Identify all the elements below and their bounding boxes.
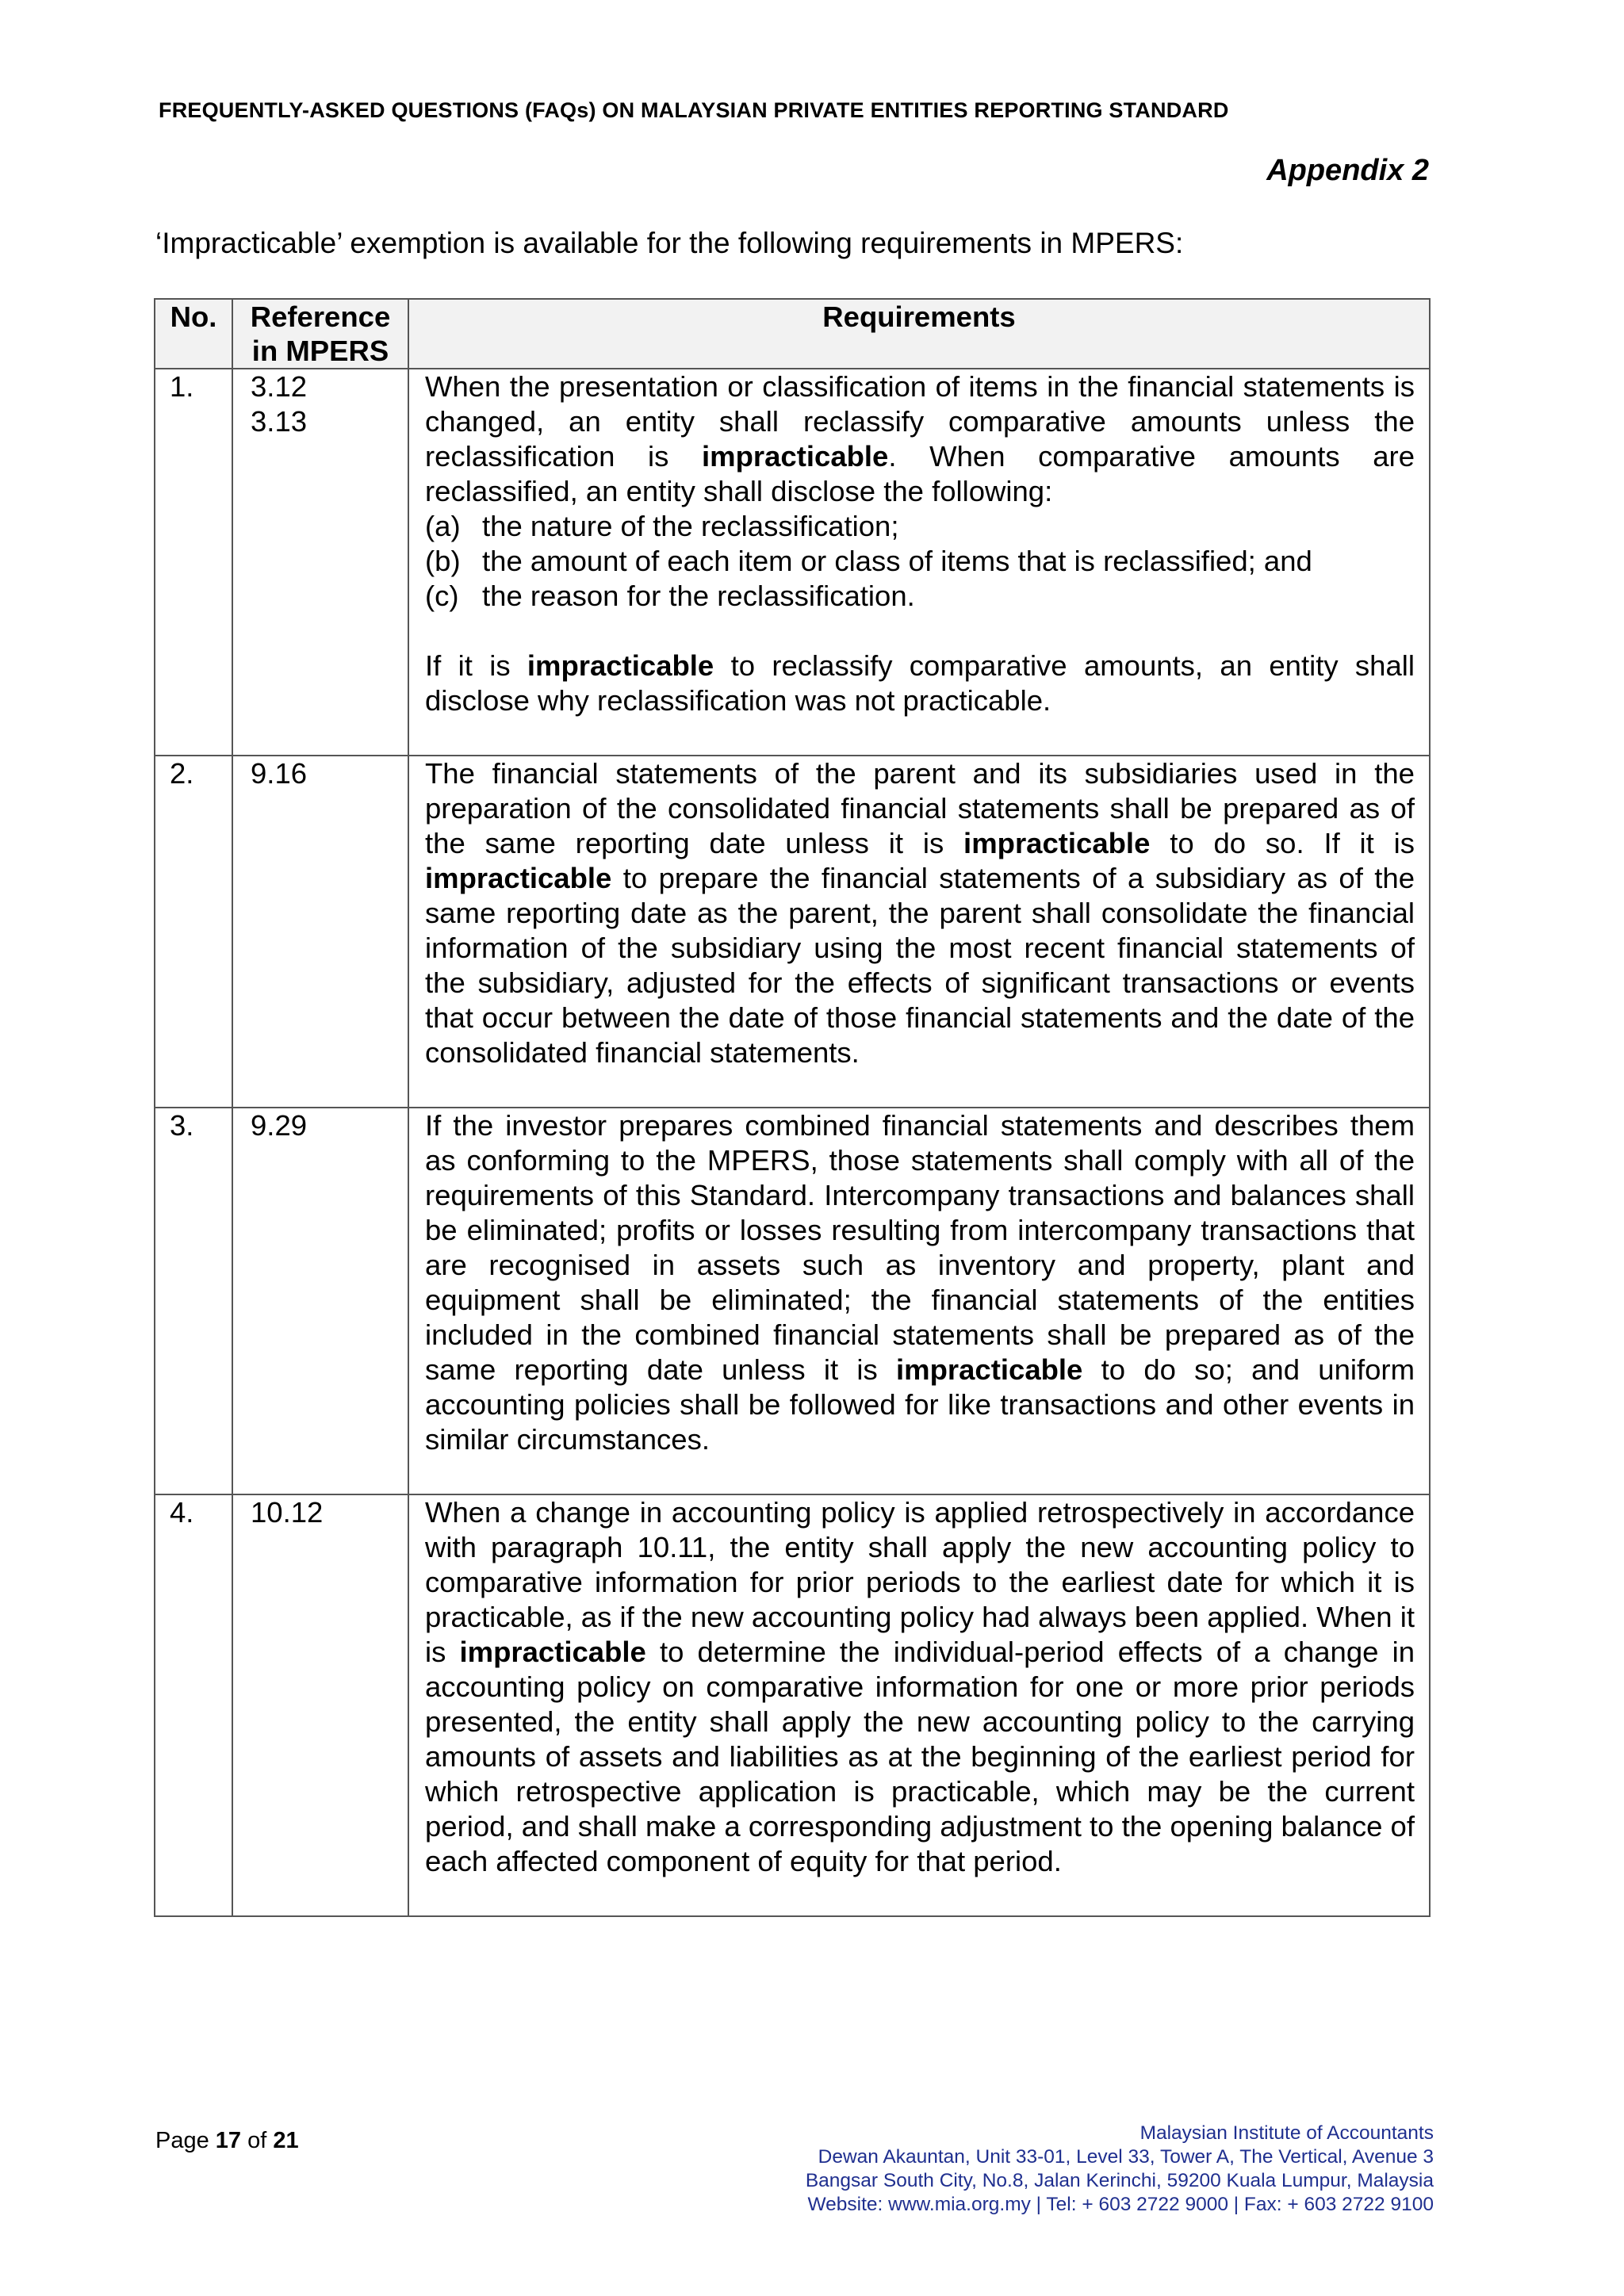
requirement-paragraph	[425, 649, 1415, 718]
emphasis-text: impracticable	[896, 1353, 1083, 1386]
text-segment: . When comparative amounts are reclassified, an entity shall disclose the following:	[425, 440, 1415, 507]
text-segment: to do so; and uniform accounting policies shall be followed for like transactions and other events in similar circumstances.	[425, 1353, 1415, 1456]
org-contact: Website: www.mia.org.my | Tel: + 603 2722 9000 | Fax: + 603 2722 9100	[807, 2194, 1434, 2215]
row-reference	[232, 369, 408, 756]
table-row	[155, 1108, 1430, 1494]
text-segment: If the investor prepares combined financial statements and describes them as conforming to the MPERS, those statements shall comply with all of the requirements of this Standard. Intercompany transactions and balances shall be eliminated; profits or losses resulting from intercompany transactions that are recognised in assets such as inventory and property, plant and equipment shall be eliminated; the financial statements of the entities included in the combined financial statements shall be prepared as of the same reporting date unless it is	[425, 1109, 1415, 1386]
row-requirement	[408, 1494, 1430, 1916]
text-segment: The financial statements of the parent and its subsidiaries used in the preparation of the consolidated financial statements shall be prepared as of the same reporting date unless it is	[425, 757, 1415, 859]
requirement-paragraph	[425, 756, 1415, 1070]
list-item	[425, 579, 1415, 614]
row-requirement	[408, 1108, 1430, 1494]
emphasis-text: impracticable	[963, 827, 1151, 859]
emphasis-text: impracticable	[527, 649, 714, 682]
row-number: 3.	[155, 1108, 232, 1494]
reference-value: 10.12	[251, 1496, 324, 1529]
page-prefix: Page	[155, 2128, 216, 2153]
list-item	[425, 509, 1415, 544]
appendix-label: Appendix 2	[1266, 154, 1429, 187]
header-no: No.	[155, 299, 232, 369]
row-number: 1.	[155, 369, 232, 756]
emphasis-text: impracticable	[425, 862, 612, 894]
page-of: of	[241, 2128, 274, 2153]
emphasis-text: impracticable	[459, 1636, 646, 1668]
reference-value: 9.29	[251, 1109, 308, 1142]
header-reference-line2: in MPERS	[251, 335, 389, 367]
requirement-paragraph	[425, 1495, 1415, 1879]
text-segment: to prepare the financial statements of a subsidiary as of the same reporting date as the parent, the parent shall consolidate the financial information of the subsidiary using the most recent financial statements of the subsidiary, adjusted for the effects of significant transactions or events that occur between the date of those financial statements and the date of the consolidated financial statements.	[425, 862, 1415, 1069]
page-number	[155, 2128, 299, 2154]
table-row	[155, 369, 1430, 756]
text-segment: If it is	[425, 649, 527, 682]
table-row	[155, 756, 1430, 1108]
organization-footer	[806, 2122, 1434, 2217]
row-requirement	[408, 756, 1430, 1108]
row-number: 4.	[155, 1494, 232, 1916]
reference-value: 3.13	[251, 405, 308, 438]
row-requirement	[408, 369, 1430, 756]
text-segment: to do so. If it is	[1150, 827, 1415, 859]
list-item	[425, 544, 1415, 579]
table-row	[155, 1494, 1430, 1916]
requirement-paragraph	[425, 1108, 1415, 1457]
text-segment: When the presentation or classification of items in the financial statements is changed, an entity shall reclassify comparative amounts unless the reclassification is	[425, 370, 1415, 473]
requirement-paragraph	[425, 369, 1415, 509]
row-reference	[232, 1494, 408, 1916]
table-header-row	[155, 299, 1430, 369]
header-reference	[232, 299, 408, 369]
org-name: Malaysian Institute of Accountants	[1139, 2122, 1434, 2144]
row-number: 2.	[155, 756, 232, 1108]
page-current: 17	[215, 2128, 242, 2153]
header-reference-line1: Reference	[250, 300, 391, 333]
intro-text: ‘Impracticable’ exemption is available for the following requirements in MPERS:	[155, 227, 1184, 259]
text-segment: to reclassify comparative amounts, an entity shall disclose why reclassification was not practicable.	[425, 649, 1415, 717]
list-item-text: the reason for the reclassification.	[482, 580, 915, 612]
text-segment: to determine the individual-period effects of a change in accounting policy on comparative information for one or more prior periods presented, the entity shall apply the new accounting policy to the carrying amounts of assets and liabilities as at the beginning of the earliest period for which retrospective application is practicable, which may be the current period, and shall make a corresponding adjustment to the opening balance of each affected component of equity for that period.	[425, 1636, 1415, 1877]
header-requirements: Requirements	[408, 299, 1430, 369]
org-address-line1: Dewan Akauntan, Unit 33-01, Level 33, Tower A, The Vertical, Avenue 3	[818, 2146, 1434, 2168]
list-item-label: (b)	[425, 545, 461, 577]
list-item-text: the nature of the reclassification;	[482, 510, 899, 542]
reference-value: 3.12	[251, 370, 308, 403]
running-header: FREQUENTLY-ASKED QUESTIONS (FAQs) ON MALAYSIAN PRIVATE ENTITIES REPORTING STANDARD	[159, 98, 1229, 122]
row-reference	[232, 1108, 408, 1494]
emphasis-text: impracticable	[702, 440, 889, 473]
page-total: 21	[273, 2128, 299, 2153]
requirements-table	[154, 298, 1431, 1917]
row-reference	[232, 756, 408, 1108]
paragraph-spacer	[425, 614, 1415, 649]
text-segment: When a change in accounting policy is applied retrospectively in accordance with paragraph 10.11, the entity shall apply the new accounting policy to comparative information for prior periods to the earliest date for which it is practicable, as if the new accounting policy had always been applied. When it is	[425, 1496, 1415, 1668]
list-item-label: (a)	[425, 510, 461, 542]
list-item-label: (c)	[425, 580, 459, 612]
reference-value: 9.16	[251, 757, 308, 790]
list-item-text: the amount of each item or class of items that is reclassified; and	[482, 545, 1312, 577]
org-address-line2: Bangsar South City, No.8, Jalan Kerinchi, 59200 Kuala Lumpur, Malaysia	[805, 2170, 1434, 2191]
